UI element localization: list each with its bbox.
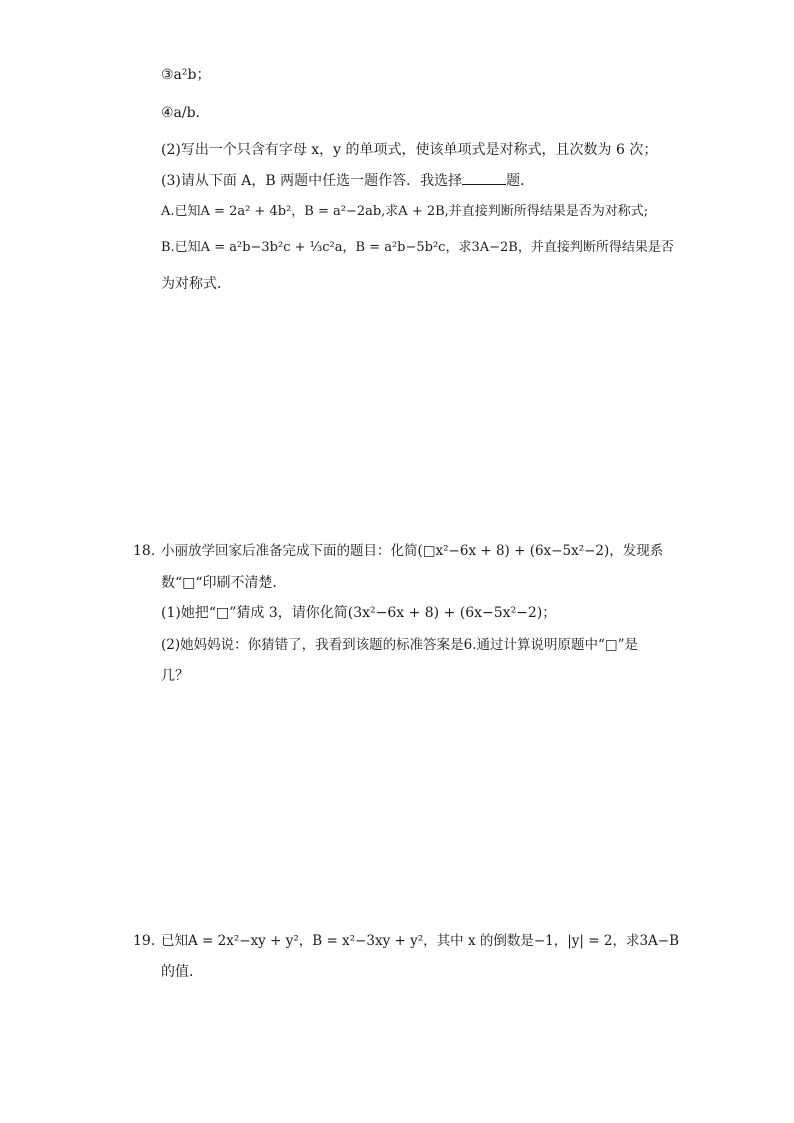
q18-line-2: 数“□“印刷不清楚． <box>161 575 287 591</box>
q17-part-2: (2)写出一个只含有字母 x，y 的单项式，使该单项式是对称式，且次数为 6 次； <box>161 142 658 158</box>
q17-part-3-prefix: (3)请从下面 A，B 两题中任选一题作答．我选择 <box>161 173 463 189</box>
q17-item-4: ④a/b． <box>161 105 210 121</box>
q17-option-a: A.已知A = 2a² + 4b²，B = a²−2ab,求A + 2B,并直接判断所得结果是否为对称式; <box>161 204 649 219</box>
q17-option-b-line-2: 为对称式． <box>161 276 231 292</box>
q17-item-3: ③a²b； <box>161 67 211 83</box>
q18-part-1: (1)她把“□”猜成 3，请你化简(3x²−6x + 8) + (6x−5x²−2)； <box>161 605 557 621</box>
q17-part-3-suffix: 题． <box>506 173 535 189</box>
q18-line-1: 小丽放学回家后准备完成下面的题目：化简(□x²−6x + 8) + (6x−5x²−2)，发现系 <box>161 543 664 559</box>
q19-line-2: 的值． <box>161 964 203 980</box>
q18-number: 18. <box>133 543 156 559</box>
answer-blank <box>462 172 506 185</box>
q17-part-3 <box>161 172 534 190</box>
q17-option-b-line-1: B.已知A = a²b−3b²c + ⅓c²a，B = a²b−5b²c，求3A−2B，并直接判断所得结果是否 <box>161 240 674 255</box>
q18-part-2-line-2: 几？ <box>161 668 189 684</box>
q18-part-2-line-1: (2)她妈妈说：你猜错了，我看到该题的标准答案是6.通过计算说明原题中“□”是 <box>161 637 639 653</box>
q19-number: 19. <box>133 933 156 949</box>
q19-line-1: 已知A = 2x²−xy + y²，B = x²−3xy + y²，其中 x 的倒数是−1，|y| = 2，求3A−B <box>161 933 680 949</box>
